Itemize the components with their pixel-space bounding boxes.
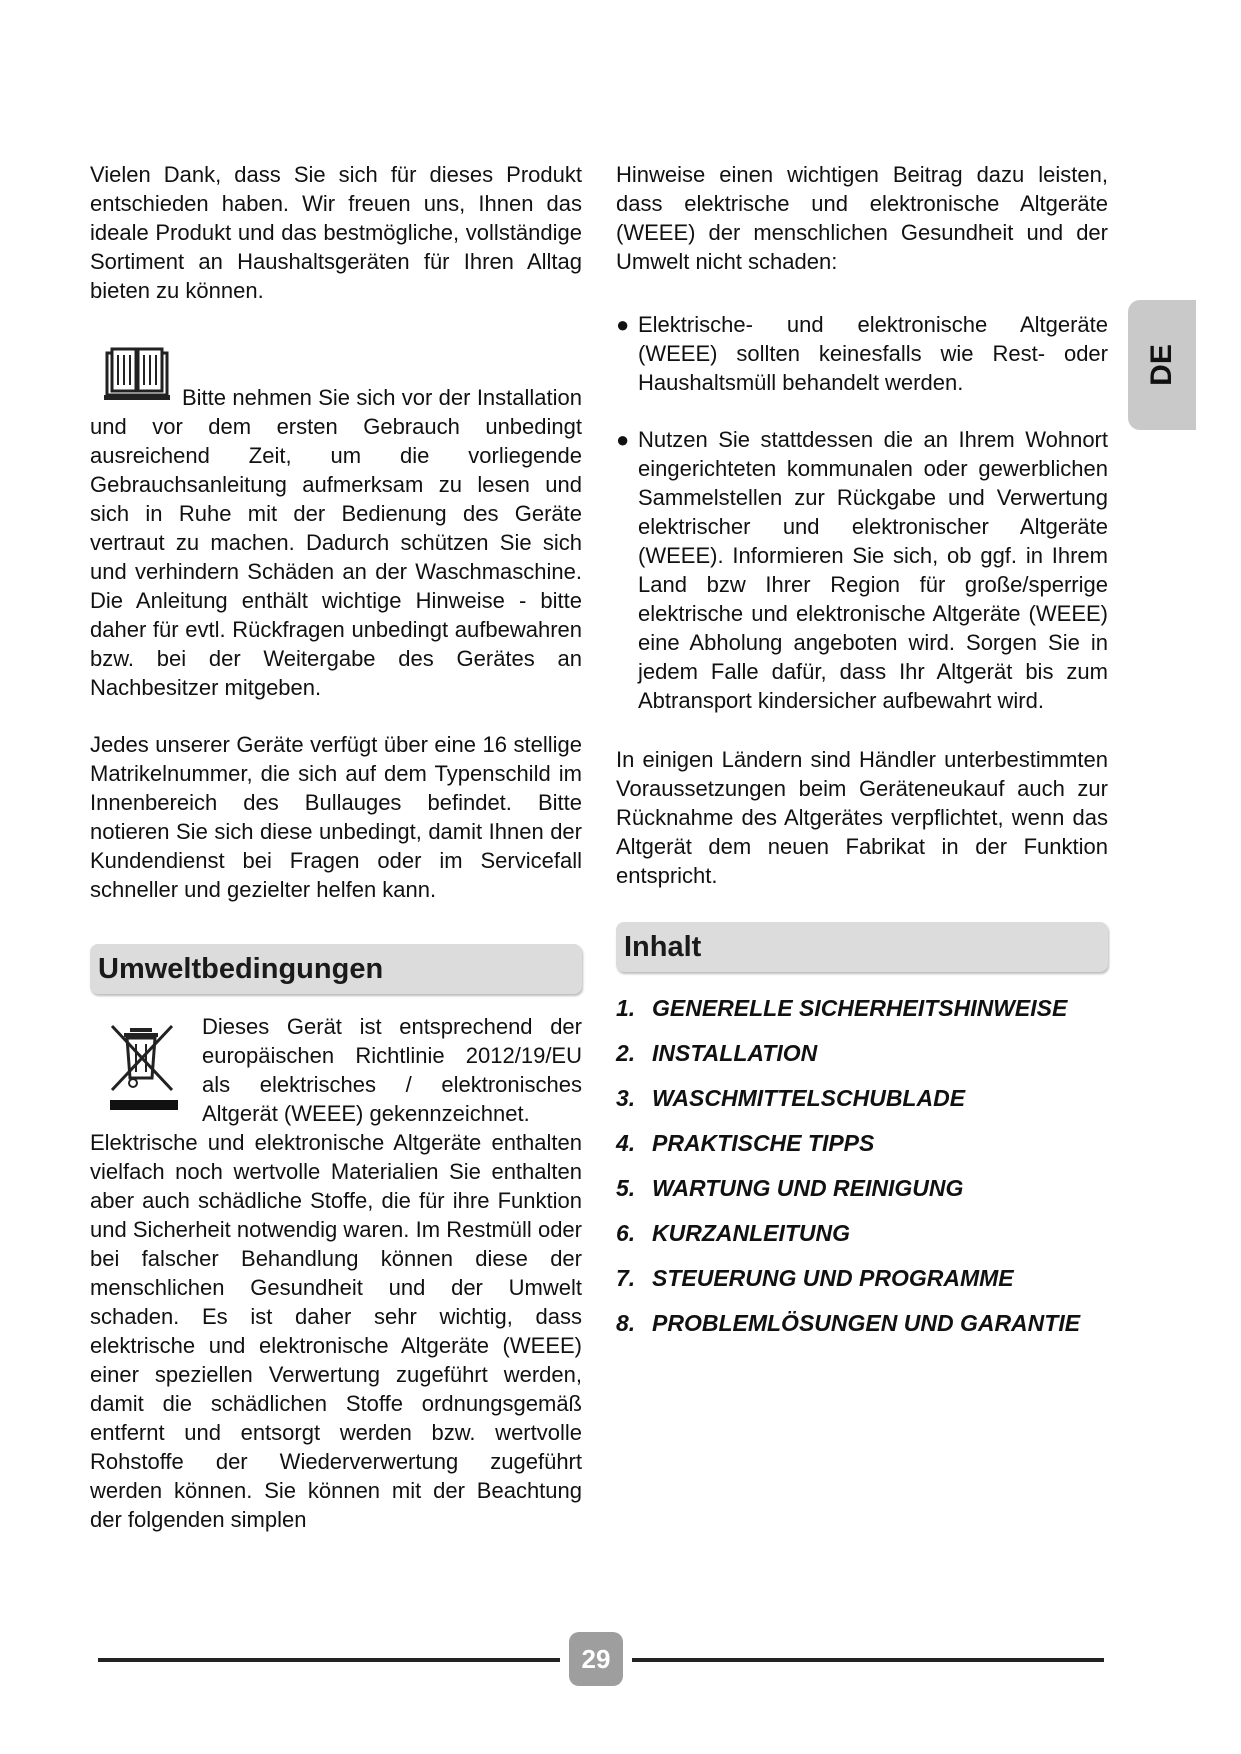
weee-body-paragraph: Elektrische und elektronische Altgeräte enthalten vielfach noch wertvolle Materialien Sie enthalten aber auch schädliche Stoffe, die für ihre Funktion und Sicherheit notwendig waren. Im Restmüll oder bei falscher Behandlung können diese der menschlichen Gesundheit und der Umwelt schaden. Es ist daher sehr wichtig, dass elektrische und elektronische Altgeräte (WEEE) einer speziellen Verwertung zugeführt werden, damit die schädlichen Stoffe ordnungsgemäß entfernt und entsorgt werden bzw. wertvolle Rohstoffe der Wiederverwertung zugeführt werden können. Sie können mit der Beachtung der folgenden simplen [90, 1130, 582, 1532]
continued-paragraph: Hinweise einen wichtigen Beitrag dazu leisten, dass elektrische und elektronische Altgeräte (WEEE) der menschlichen Gesundheit und der Umwelt nicht schaden: [616, 162, 1108, 274]
serial-paragraph: Jedes unserer Geräte verfügt über eine 16 stellige Matrikelnummer, die sich auf dem Typenschild im Innenbereich des Bullauges befindet. Bitte notieren Sie sich diese unbedingt, damit Ihnen der Kundendienst bei Fragen oder im Servicefall schneller und gezielter helfen kann. [90, 732, 582, 902]
right-column [616, 160, 1108, 1354]
section-heading-environment [90, 944, 582, 994]
dealers-paragraph: In einigen Ländern sind Händler unterbestimmten Voraussetzungen beim Geräteneukauf auch zur Rücknahme des Altgerätes verpflichtet, wenn das Altgerät dem neuen Fabrikat in der Funktion entspricht. [616, 747, 1108, 888]
toc-item[interactable]: 5. WARTUNG UND REINIGUNG [616, 1175, 964, 1201]
list-item: ● Elektrische- und elektronische Altgeräte (WEEE) sollten keinesfalls wie Rest- oder Haushaltsmüll behandelt werden. [616, 310, 1108, 397]
weee-intro-paragraph: Dieses Gerät ist entsprechend der europäischen Richtlinie 2012/19/EU als elektrisches / elektronisches Altgerät (WEEE) gekennzeichnet. [202, 1014, 582, 1126]
left-column [90, 160, 582, 1534]
contents-heading: Inhalt [624, 930, 702, 963]
language-tab [1128, 300, 1196, 430]
language-code: DE [1145, 344, 1178, 386]
open-book-icon [104, 345, 170, 401]
crossed-bin-icon [108, 1020, 180, 1112]
disposal-list [616, 310, 1108, 715]
environment-heading: Umweltbedingungen [98, 952, 384, 985]
reading-paragraph: Bitte nehmen Sie sich vor der Installation und vor dem ersten Gebrauch unbedingt ausreichend Zeit, um die vorliegende Gebrauchsanleitung aufmerksam zu lesen und sich in Ruhe mit der Bedienung des Geräte vertraut zu machen. Dadurch schützen Sie sich und verhindern Schäden an der Waschmaschine. Die Anleitung enthält wichtige Hinweise - bitte daher für evtl. Rückfragen unbedingt aufbewahren bzw. bei der Weitergabe des Gerätes an Nachbesitzer mitgeben. [90, 385, 582, 700]
toc-item[interactable]: 6. KURZANLEITUNG [616, 1220, 851, 1246]
table-of-contents [616, 994, 1108, 1337]
reading-notice [90, 351, 582, 702]
intro-paragraph: Vielen Dank, dass Sie sich für dieses Produkt entschieden haben. Wir freuen uns, Ihnen das ideale Produkt und das bestmögliche, vollständige Sortiment an Haushaltsgeräten für Ihren Alltag bieten zu können. [90, 162, 582, 303]
toc-item[interactable]: 4. PRAKTISCHE TIPPS [616, 1130, 875, 1156]
list-item: ● Nutzen Sie stattdessen die an Ihrem Wohnort eingerichteten kommunalen oder gewerblichen Sammelstellen zur Rückgabe und Verwertung elektrischer und elektronischer Altgeräte (WEEE). Informieren Sie sich, ob ggf. in Ihrem Land bzw Ihrer Region für große/sperrige elektrische und elektronische Altgeräte (WEEE) eine Abholung angeboten wird. Sorgen Sie in jedem Falle dafür, dass Ihr Altgerät bis zum Abtransport kindersicher aufbewahrt wird. [616, 425, 1108, 715]
footer-rule-left [98, 1658, 560, 1662]
toc-item[interactable]: 7. STEUERUNG UND PROGRAMME [616, 1265, 1014, 1291]
toc-item[interactable]: 8. PROBLEMLÖSUNGEN UND GARANTIE [616, 1310, 1081, 1336]
footer-rule-right [632, 1658, 1104, 1662]
toc-item[interactable]: 2. INSTALLATION [616, 1040, 818, 1066]
page-number: 29 [569, 1632, 623, 1686]
toc-item[interactable]: 3. WASCHMITTELSCHUBLADE [616, 1085, 966, 1111]
section-heading-contents [616, 922, 1108, 972]
weee-notice [90, 1012, 582, 1534]
toc-item[interactable]: 1. GENERELLE SICHERHEITSHINWEISE [616, 995, 1068, 1021]
